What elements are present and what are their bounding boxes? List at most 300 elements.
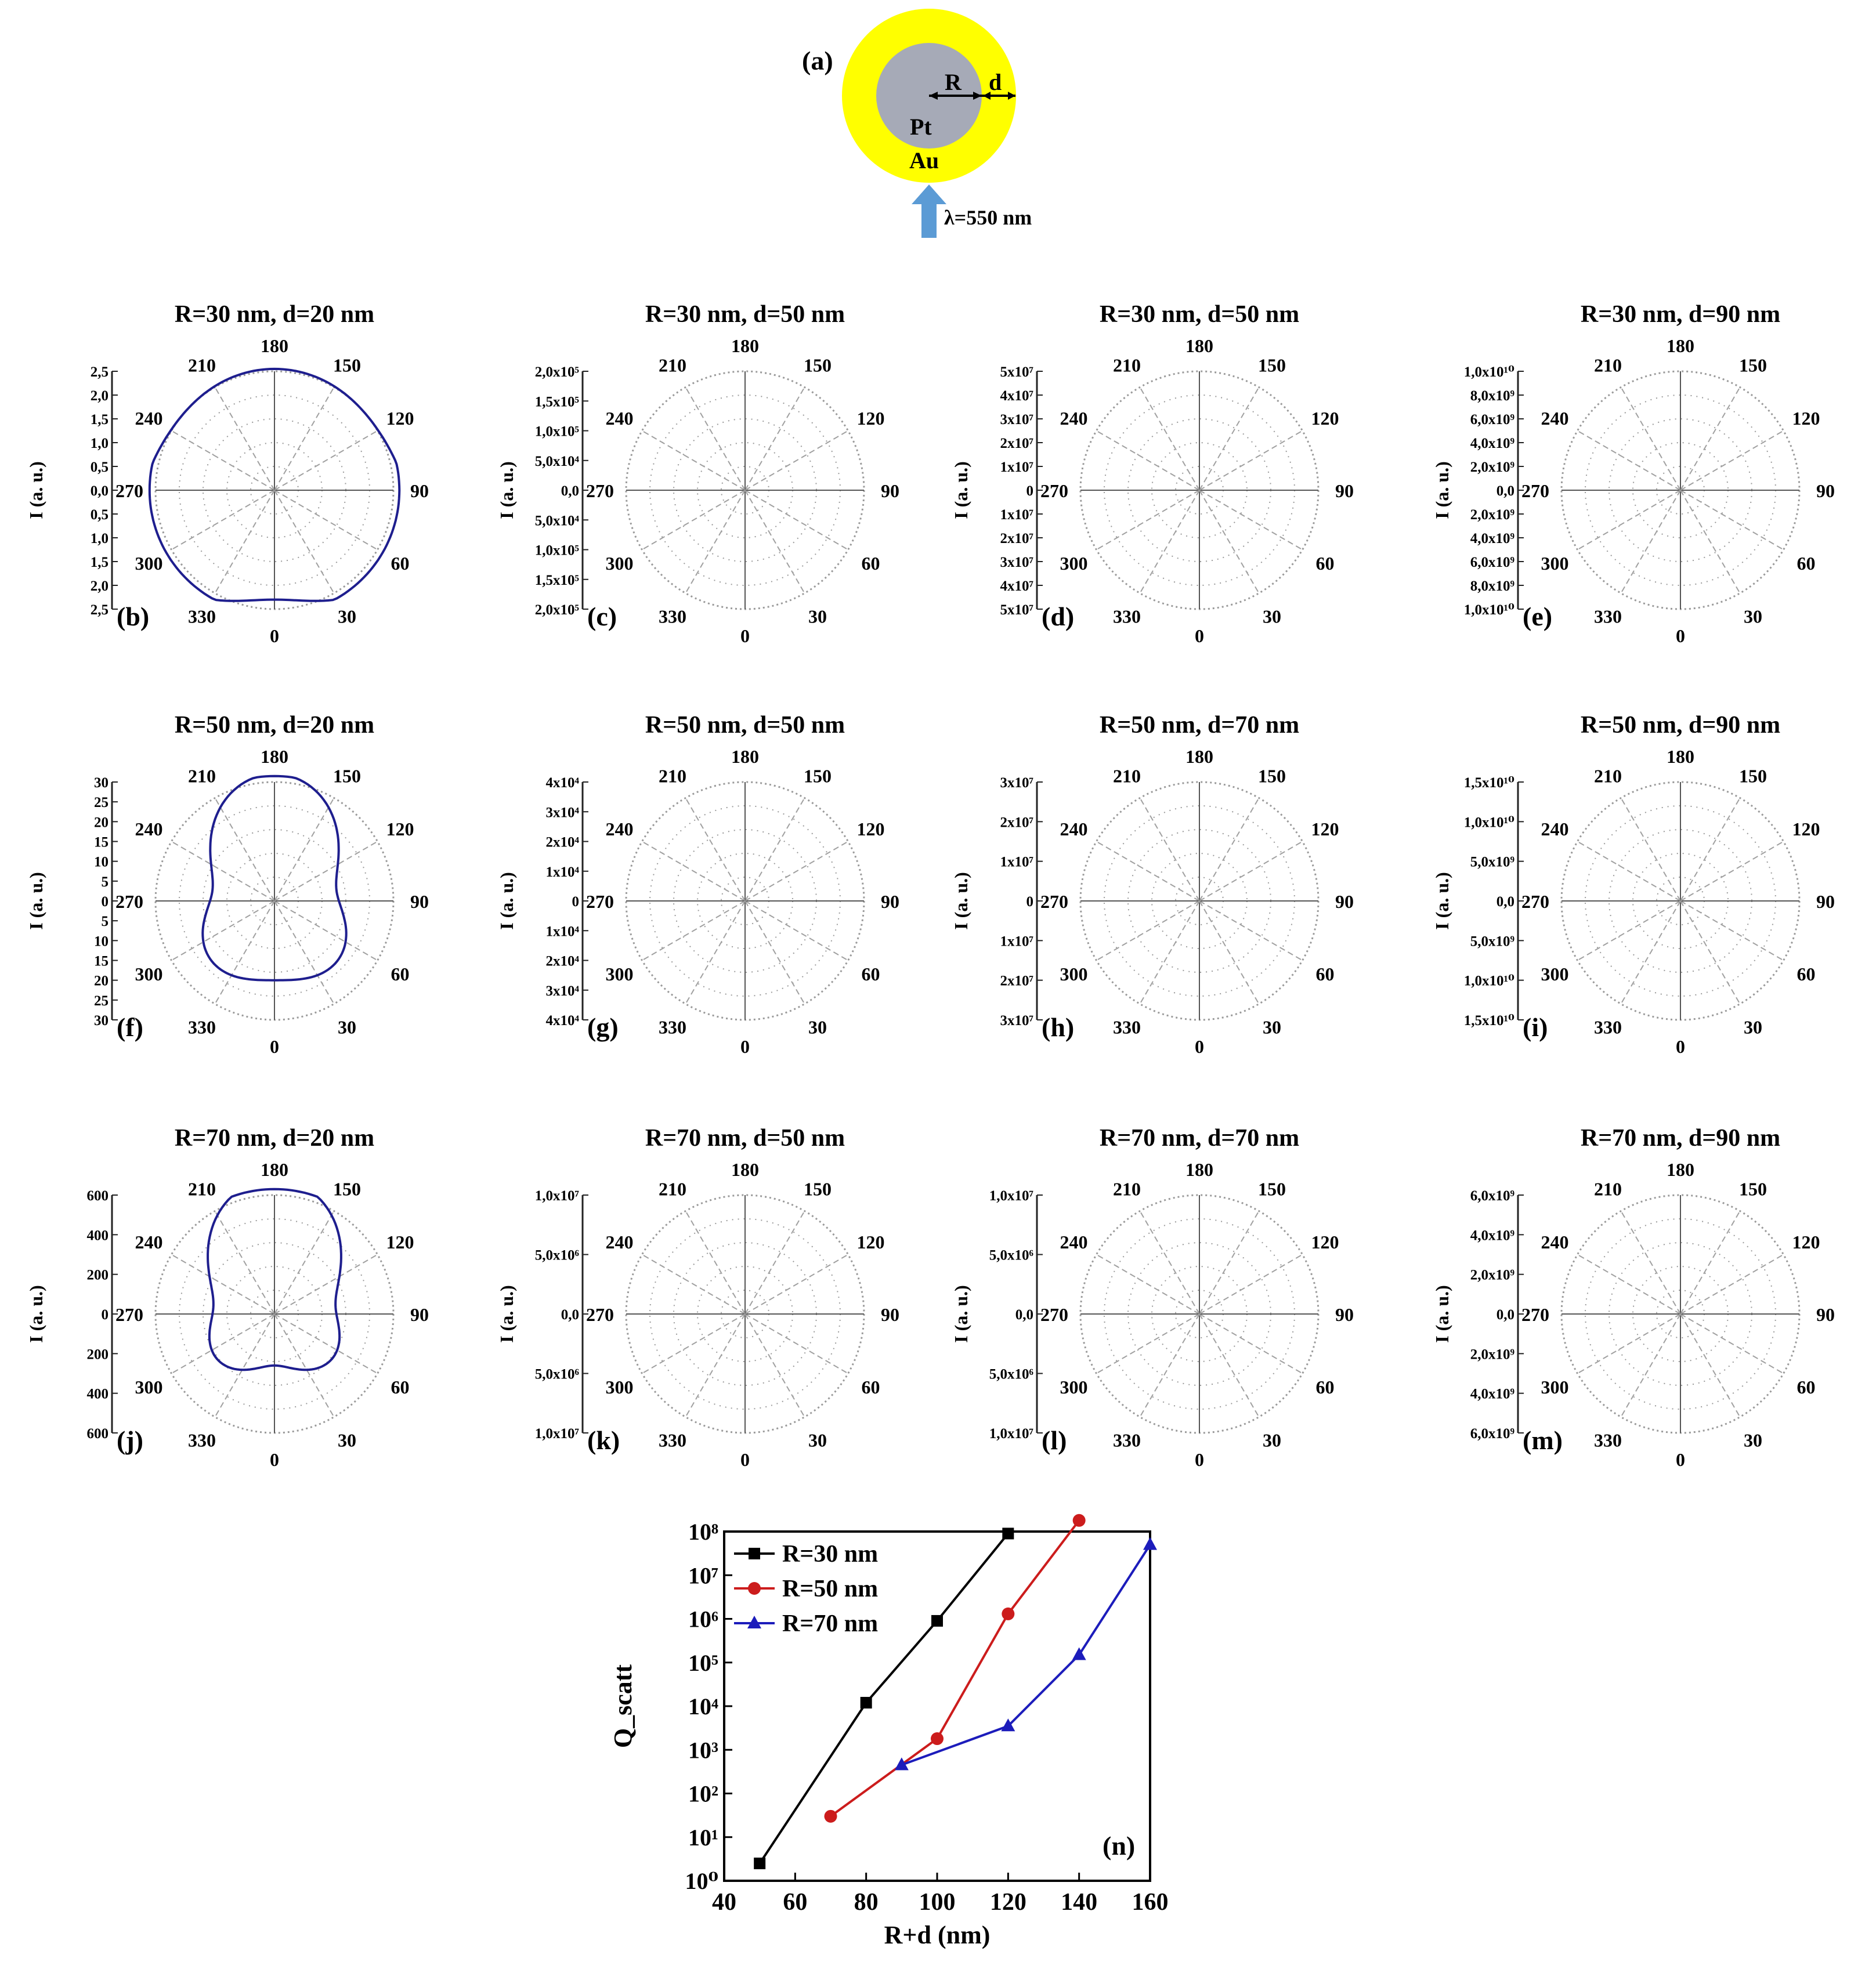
angle-label: 30 bbox=[1263, 606, 1281, 627]
radial-tick-label: 2,0x10⁹ bbox=[1470, 507, 1514, 523]
radial-tick-label: 2,5 bbox=[90, 364, 109, 380]
angle-label: 240 bbox=[1541, 1232, 1569, 1253]
angle-label: 240 bbox=[1060, 819, 1088, 839]
angle-label: 90 bbox=[1816, 1304, 1835, 1325]
angle-label: 180 bbox=[1185, 746, 1213, 767]
spoke bbox=[1577, 842, 1680, 902]
legend-entry: R=30 nm bbox=[782, 1541, 879, 1568]
radial-tick-label: 0,0 bbox=[90, 483, 109, 499]
spoke bbox=[1680, 1255, 1784, 1315]
angle-label: 120 bbox=[856, 408, 885, 429]
spoke bbox=[1577, 1314, 1680, 1374]
radial-tick-label: 5,0x10⁹ bbox=[1470, 854, 1514, 870]
angle-label: 240 bbox=[135, 1232, 163, 1253]
spoke bbox=[1199, 431, 1303, 491]
panel-label: (c) bbox=[587, 602, 617, 631]
angle-label: 0 bbox=[1676, 1449, 1685, 1470]
radial-tick-label: 0,0 bbox=[1496, 894, 1514, 910]
y-tick-label: 10⁰ bbox=[685, 1868, 718, 1894]
spoke bbox=[642, 1255, 745, 1315]
angle-label: 60 bbox=[1797, 553, 1816, 574]
angle-label: 210 bbox=[188, 354, 216, 376]
radial-tick-label: 1,0x10⁷ bbox=[989, 1188, 1033, 1204]
radial-tick-label: 10 bbox=[94, 854, 109, 870]
radial-tick-label: 1x10⁷ bbox=[1000, 507, 1033, 523]
radial-tick-label: 3x10⁴ bbox=[545, 805, 579, 821]
data-point-circle bbox=[748, 1582, 761, 1595]
chart-title: R=50 nm, d=20 nm bbox=[174, 712, 375, 739]
angle-label: 300 bbox=[1541, 1377, 1569, 1398]
spoke bbox=[1680, 387, 1740, 490]
angle-label: 240 bbox=[1060, 1232, 1088, 1253]
angle-label: 120 bbox=[1311, 408, 1339, 429]
radial-tick-label: 5x10⁷ bbox=[1000, 602, 1033, 618]
angle-label: 330 bbox=[188, 606, 216, 627]
spoke bbox=[745, 490, 848, 550]
panel-label: (d) bbox=[1042, 602, 1075, 631]
angle-label: 30 bbox=[808, 606, 827, 627]
angle-label: 90 bbox=[1335, 891, 1354, 912]
radial-tick-label: 0 bbox=[572, 894, 579, 910]
polar-chart-g bbox=[496, 712, 899, 1057]
radial-tick-label: 3x10⁷ bbox=[1000, 775, 1033, 791]
panel-label: (j) bbox=[117, 1425, 143, 1455]
spoke bbox=[1199, 1255, 1303, 1315]
radial-tick-label: 5,0x10⁶ bbox=[534, 1247, 579, 1264]
chart-title: R=30 nm, d=20 nm bbox=[174, 301, 375, 328]
angle-label: 180 bbox=[731, 746, 759, 767]
polar-chart-k bbox=[496, 1125, 899, 1470]
spoke bbox=[274, 901, 334, 1004]
radial-tick-label: 4x10⁴ bbox=[545, 1013, 579, 1029]
angle-label: 120 bbox=[386, 1232, 414, 1253]
radial-tick-label: 1x10⁷ bbox=[1000, 854, 1033, 870]
x-tick-label: 60 bbox=[783, 1889, 808, 1916]
angle-label: 300 bbox=[1060, 1377, 1088, 1398]
angle-label: 30 bbox=[1263, 1016, 1281, 1038]
angle-label: 330 bbox=[1594, 1016, 1622, 1038]
spoke bbox=[215, 1211, 275, 1314]
spoke bbox=[215, 387, 275, 490]
angle-label: 150 bbox=[333, 1178, 361, 1200]
spoke bbox=[171, 431, 274, 491]
y-axis-label: I (a. u.) bbox=[950, 872, 971, 930]
line-chart-n bbox=[609, 1514, 1169, 1949]
panel-label: (f) bbox=[117, 1012, 143, 1042]
angle-label: 270 bbox=[1521, 1304, 1549, 1325]
radial-tick-label: 6,0x10⁹ bbox=[1470, 1426, 1514, 1442]
angle-label: 270 bbox=[115, 480, 143, 501]
angle-label: 120 bbox=[1792, 408, 1820, 429]
panel-label: (e) bbox=[1523, 602, 1553, 631]
angle-label: 0 bbox=[1676, 625, 1685, 646]
radial-tick-label: 3x10⁴ bbox=[545, 983, 579, 999]
angle-label: 240 bbox=[135, 819, 163, 839]
angle-label: 150 bbox=[1739, 354, 1767, 376]
angle-label: 180 bbox=[731, 1159, 759, 1180]
data-point-square bbox=[749, 1548, 760, 1559]
spoke bbox=[274, 490, 378, 550]
angle-label: 300 bbox=[135, 1377, 163, 1398]
angle-label: 330 bbox=[1113, 1429, 1141, 1451]
angle-label: 120 bbox=[1792, 1232, 1820, 1253]
angle-label: 240 bbox=[605, 819, 634, 839]
x-tick-label: 140 bbox=[1061, 1889, 1098, 1916]
chart-title: R=50 nm, d=50 nm bbox=[645, 712, 845, 739]
series-line-2 bbox=[902, 1545, 1150, 1765]
radial-tick-label: 600 bbox=[86, 1188, 109, 1204]
angle-label: 330 bbox=[659, 606, 686, 627]
angle-label: 240 bbox=[1541, 819, 1569, 839]
spoke bbox=[642, 431, 745, 491]
spoke bbox=[1577, 901, 1680, 961]
radial-tick-label: 4x10⁴ bbox=[545, 775, 579, 791]
radial-tick-label: 2x10⁷ bbox=[1000, 815, 1033, 831]
angle-label: 120 bbox=[856, 1232, 885, 1253]
angle-label: 30 bbox=[1263, 1429, 1281, 1451]
radial-tick-label: 5 bbox=[101, 874, 109, 890]
y-tick-label: 10⁵ bbox=[688, 1649, 718, 1676]
radial-tick-label: 1,0x10⁷ bbox=[534, 1426, 579, 1442]
angle-label: 0 bbox=[740, 1449, 750, 1470]
angle-label: 300 bbox=[1541, 964, 1569, 984]
y-axis-label: Q_scatt bbox=[609, 1664, 637, 1749]
angle-label: 0 bbox=[1195, 1036, 1204, 1057]
chart-title: R=70 nm, d=70 nm bbox=[1099, 1125, 1300, 1152]
angle-label: 60 bbox=[1797, 964, 1816, 984]
y-axis-label: I (a. u.) bbox=[950, 461, 971, 519]
angle-label: 90 bbox=[881, 480, 899, 501]
angle-label: 150 bbox=[804, 765, 832, 787]
radial-tick-label: 600 bbox=[86, 1426, 109, 1442]
y-tick-label: 10² bbox=[688, 1780, 718, 1807]
angle-label: 210 bbox=[1594, 1178, 1622, 1200]
angle-label: 30 bbox=[338, 1016, 356, 1038]
radial-tick-label: 1x10⁷ bbox=[1000, 933, 1033, 950]
spoke bbox=[1199, 798, 1259, 901]
angle-label: 30 bbox=[1744, 1429, 1762, 1451]
angle-label: 90 bbox=[881, 891, 899, 912]
radial-tick-label: 2,5 bbox=[90, 602, 109, 618]
spoke bbox=[745, 387, 805, 490]
angle-label: 30 bbox=[1744, 1016, 1762, 1038]
angle-label: 30 bbox=[1744, 606, 1762, 627]
spoke bbox=[1096, 842, 1199, 902]
angle-label: 210 bbox=[1594, 354, 1622, 376]
radial-tick-label: 20 bbox=[94, 815, 109, 831]
x-axis-label: R+d (nm) bbox=[884, 1921, 991, 1949]
angle-label: 180 bbox=[1185, 335, 1213, 356]
radial-tick-label: 1,0 bbox=[90, 531, 109, 546]
polar-chart-b bbox=[26, 301, 429, 646]
angle-label: 90 bbox=[1816, 891, 1835, 912]
spoke bbox=[274, 387, 334, 490]
panel-label: (i) bbox=[1523, 1012, 1548, 1042]
y-axis-label: I (a. u.) bbox=[950, 1285, 971, 1343]
angle-label: 330 bbox=[1113, 606, 1141, 627]
angle-label: 0 bbox=[1676, 1036, 1685, 1057]
spoke bbox=[274, 798, 334, 901]
radial-tick-label: 6,0x10⁹ bbox=[1470, 555, 1514, 570]
y-axis-label: I (a. u.) bbox=[1432, 872, 1452, 930]
panel-label: (m) bbox=[1523, 1425, 1563, 1455]
spoke bbox=[1199, 1211, 1259, 1314]
y-tick-label: 10⁶ bbox=[688, 1606, 718, 1632]
angle-label: 180 bbox=[731, 335, 759, 356]
angle-label: 180 bbox=[1667, 335, 1694, 356]
panel-label: (b) bbox=[117, 602, 150, 631]
spoke bbox=[274, 1255, 378, 1315]
angle-label: 210 bbox=[1594, 765, 1622, 787]
spoke bbox=[1140, 387, 1200, 490]
radial-tick-label: 2,0x10⁹ bbox=[1470, 459, 1514, 475]
chart-title: R=30 nm, d=50 nm bbox=[645, 301, 845, 328]
radial-tick-label: 0,0 bbox=[561, 483, 579, 499]
angle-label: 60 bbox=[1315, 553, 1335, 574]
radial-tick-label: 5,0x10⁶ bbox=[989, 1366, 1033, 1382]
shell-label: Au bbox=[909, 147, 939, 173]
y-tick-label: 10¹ bbox=[688, 1824, 718, 1851]
radial-tick-label: 5,0x10⁶ bbox=[989, 1247, 1033, 1264]
radial-tick-label: 15 bbox=[94, 834, 109, 850]
data-point-circle bbox=[1002, 1608, 1014, 1620]
radial-tick-label: 15 bbox=[94, 953, 109, 969]
radial-tick-label: 3x10⁷ bbox=[1000, 1013, 1033, 1029]
radial-tick-label: 5x10⁷ bbox=[1000, 364, 1033, 380]
radial-tick-label: 2x10⁷ bbox=[1000, 531, 1033, 546]
spoke bbox=[686, 798, 746, 901]
angle-label: 270 bbox=[1040, 480, 1068, 501]
angle-label: 120 bbox=[386, 819, 414, 839]
spoke bbox=[1199, 842, 1303, 902]
spoke bbox=[1680, 798, 1740, 901]
angle-label: 180 bbox=[1185, 1159, 1213, 1180]
spoke bbox=[1621, 1314, 1681, 1417]
r-label: R bbox=[945, 69, 962, 95]
angle-label: 180 bbox=[261, 1159, 288, 1180]
spoke bbox=[1621, 490, 1681, 593]
radial-tick-label: 2x10⁷ bbox=[1000, 973, 1033, 989]
spoke bbox=[686, 1211, 746, 1314]
angle-label: 240 bbox=[135, 408, 163, 429]
radial-tick-label: 200 bbox=[86, 1267, 109, 1283]
radial-tick-label: 8,0x10⁹ bbox=[1470, 578, 1514, 594]
radial-tick-label: 0,5 bbox=[90, 459, 109, 475]
angle-label: 300 bbox=[135, 964, 163, 984]
polar-chart-d bbox=[950, 301, 1354, 646]
radial-tick-label: 0 bbox=[101, 1307, 109, 1323]
radial-tick-label: 5 bbox=[101, 914, 109, 930]
spoke bbox=[274, 431, 378, 491]
polar-chart-j bbox=[26, 1125, 429, 1470]
radial-tick-label: 0,0 bbox=[561, 1307, 579, 1323]
spoke bbox=[274, 842, 378, 902]
y-axis-label: I (a. u.) bbox=[1432, 461, 1452, 519]
angle-label: 150 bbox=[1258, 1178, 1286, 1200]
spoke bbox=[1680, 490, 1740, 593]
radial-tick-label: 0,0 bbox=[1015, 1307, 1033, 1323]
angle-label: 180 bbox=[1667, 1159, 1694, 1180]
angle-label: 330 bbox=[1594, 1429, 1622, 1451]
angle-label: 330 bbox=[188, 1429, 216, 1451]
angle-label: 150 bbox=[1258, 354, 1286, 376]
radial-tick-label: 3x10⁷ bbox=[1000, 412, 1033, 428]
radial-tick-label: 200 bbox=[86, 1346, 109, 1363]
radial-tick-label: 1,0x10⁵ bbox=[534, 423, 579, 440]
radial-tick-label: 1,0x10¹⁰ bbox=[1463, 602, 1514, 618]
spoke bbox=[1680, 490, 1784, 550]
spoke bbox=[1680, 1314, 1740, 1417]
spoke bbox=[274, 490, 334, 593]
data-point-square bbox=[861, 1697, 872, 1708]
data-point-circle bbox=[1073, 1514, 1086, 1527]
spoke bbox=[1680, 842, 1784, 902]
radial-tick-label: 1,5x10¹⁰ bbox=[1463, 775, 1514, 791]
angle-label: 30 bbox=[808, 1429, 827, 1451]
radial-tick-label: 1,5x10⁵ bbox=[534, 572, 579, 588]
angle-label: 0 bbox=[270, 1036, 279, 1057]
legend-entry: R=50 nm bbox=[782, 1576, 879, 1602]
radial-tick-label: 30 bbox=[94, 1013, 109, 1029]
angle-label: 150 bbox=[1739, 1178, 1767, 1200]
angle-label: 60 bbox=[391, 1377, 410, 1398]
spoke bbox=[1577, 431, 1680, 491]
spoke bbox=[1577, 1255, 1680, 1315]
spoke bbox=[686, 387, 746, 490]
spoke bbox=[1680, 1211, 1740, 1314]
polar-chart-e bbox=[1432, 301, 1835, 646]
angle-label: 0 bbox=[270, 1449, 279, 1470]
angle-label: 90 bbox=[410, 891, 429, 912]
angle-label: 270 bbox=[1040, 891, 1068, 912]
angle-label: 60 bbox=[861, 964, 880, 984]
core-label: Pt bbox=[910, 114, 932, 140]
angle-label: 120 bbox=[1311, 1232, 1339, 1253]
angle-label: 330 bbox=[659, 1429, 686, 1451]
y-axis-label: I (a. u.) bbox=[496, 461, 517, 519]
angle-label: 0 bbox=[740, 625, 750, 646]
angle-label: 330 bbox=[659, 1016, 686, 1038]
radial-tick-label: 8,0x10⁹ bbox=[1470, 388, 1514, 404]
angle-label: 150 bbox=[804, 354, 832, 376]
x-tick-label: 120 bbox=[989, 1889, 1026, 1916]
angle-label: 300 bbox=[1060, 964, 1088, 984]
spoke bbox=[745, 431, 848, 491]
spoke bbox=[274, 1211, 334, 1314]
angle-label: 90 bbox=[1816, 480, 1835, 501]
angle-label: 240 bbox=[1060, 408, 1088, 429]
spoke bbox=[745, 798, 805, 901]
wavelength-label: λ=550 nm bbox=[944, 206, 1032, 229]
radial-tick-label: 4,0x10⁹ bbox=[1470, 531, 1514, 546]
radial-tick-label: 0 bbox=[1026, 894, 1033, 910]
spoke bbox=[686, 490, 746, 593]
chart-title: R=50 nm, d=90 nm bbox=[1580, 712, 1781, 739]
radial-tick-label: 1,5x10¹⁰ bbox=[1463, 1013, 1514, 1029]
radial-tick-label: 0 bbox=[1026, 483, 1033, 499]
spoke bbox=[745, 1211, 805, 1314]
panel-label: (n) bbox=[1103, 1831, 1136, 1860]
x-tick-label: 160 bbox=[1132, 1889, 1169, 1916]
angle-label: 180 bbox=[261, 335, 288, 356]
angle-label: 60 bbox=[861, 553, 880, 574]
spoke bbox=[1140, 901, 1200, 1004]
polar-chart-h bbox=[950, 712, 1354, 1057]
angle-label: 120 bbox=[386, 408, 414, 429]
y-axis-label: I (a. u.) bbox=[496, 872, 517, 930]
angle-label: 270 bbox=[115, 1304, 143, 1325]
spoke bbox=[745, 842, 848, 902]
radial-tick-label: 5,0x10⁶ bbox=[534, 1366, 579, 1382]
radial-tick-label: 4,0x10⁹ bbox=[1470, 1386, 1514, 1402]
panel-label: (h) bbox=[1042, 1012, 1075, 1042]
angle-label: 330 bbox=[188, 1016, 216, 1038]
radial-tick-label: 1,0x10⁷ bbox=[534, 1188, 579, 1204]
angle-label: 270 bbox=[586, 891, 614, 912]
panel-label: (k) bbox=[587, 1425, 620, 1455]
radial-tick-label: 4,0x10⁹ bbox=[1470, 1228, 1514, 1244]
spoke bbox=[1140, 798, 1200, 901]
angle-label: 270 bbox=[1040, 1304, 1068, 1325]
spoke bbox=[1680, 901, 1740, 1004]
angle-label: 210 bbox=[188, 1178, 216, 1200]
y-axis-label: I (a. u.) bbox=[496, 1285, 517, 1343]
radial-tick-label: 20 bbox=[94, 973, 109, 989]
panel-label-a: (a) bbox=[802, 46, 833, 75]
radial-tick-label: 1,5x10⁵ bbox=[534, 394, 579, 410]
angle-label: 270 bbox=[1521, 480, 1549, 501]
chart-title: R=30 nm, d=50 nm bbox=[1099, 301, 1300, 328]
radial-tick-label: 4,0x10⁹ bbox=[1470, 436, 1514, 451]
spoke bbox=[642, 901, 745, 961]
spoke bbox=[1680, 1314, 1784, 1374]
x-tick-label: 40 bbox=[712, 1889, 736, 1916]
angle-label: 240 bbox=[605, 1232, 634, 1253]
radial-tick-label: 1x10⁴ bbox=[545, 864, 579, 880]
radial-tick-label: 25 bbox=[94, 993, 109, 1009]
radial-tick-label: 2,0x10⁵ bbox=[534, 364, 579, 380]
angle-label: 120 bbox=[856, 819, 885, 839]
angle-label: 0 bbox=[740, 1036, 750, 1057]
angle-label: 150 bbox=[333, 765, 361, 787]
radial-tick-label: 5,0x10⁴ bbox=[534, 453, 579, 469]
radial-tick-label: 1,0 bbox=[90, 436, 109, 451]
angle-label: 60 bbox=[861, 1377, 880, 1398]
spoke bbox=[1140, 1211, 1200, 1314]
polar-chart-l bbox=[950, 1125, 1354, 1470]
spoke bbox=[642, 842, 745, 902]
angle-label: 300 bbox=[605, 964, 634, 984]
y-tick-label: 10³ bbox=[688, 1737, 718, 1764]
angle-label: 210 bbox=[659, 765, 686, 787]
angle-label: 210 bbox=[659, 354, 686, 376]
spoke bbox=[1199, 901, 1259, 1004]
radial-tick-label: 400 bbox=[86, 1228, 109, 1244]
y-axis-label: I (a. u.) bbox=[26, 1285, 46, 1343]
radial-tick-label: 2,0x10⁹ bbox=[1470, 1267, 1514, 1283]
spoke bbox=[1621, 798, 1681, 901]
data-point-square bbox=[1002, 1527, 1014, 1539]
angle-label: 270 bbox=[586, 1304, 614, 1325]
spoke bbox=[1621, 1211, 1681, 1314]
spoke bbox=[274, 901, 378, 961]
spoke bbox=[1577, 490, 1680, 550]
radial-tick-label: 1,0x10⁵ bbox=[534, 542, 579, 559]
spoke bbox=[171, 901, 274, 961]
angle-label: 150 bbox=[1258, 765, 1286, 787]
spoke bbox=[215, 490, 275, 593]
angle-label: 210 bbox=[659, 1178, 686, 1200]
